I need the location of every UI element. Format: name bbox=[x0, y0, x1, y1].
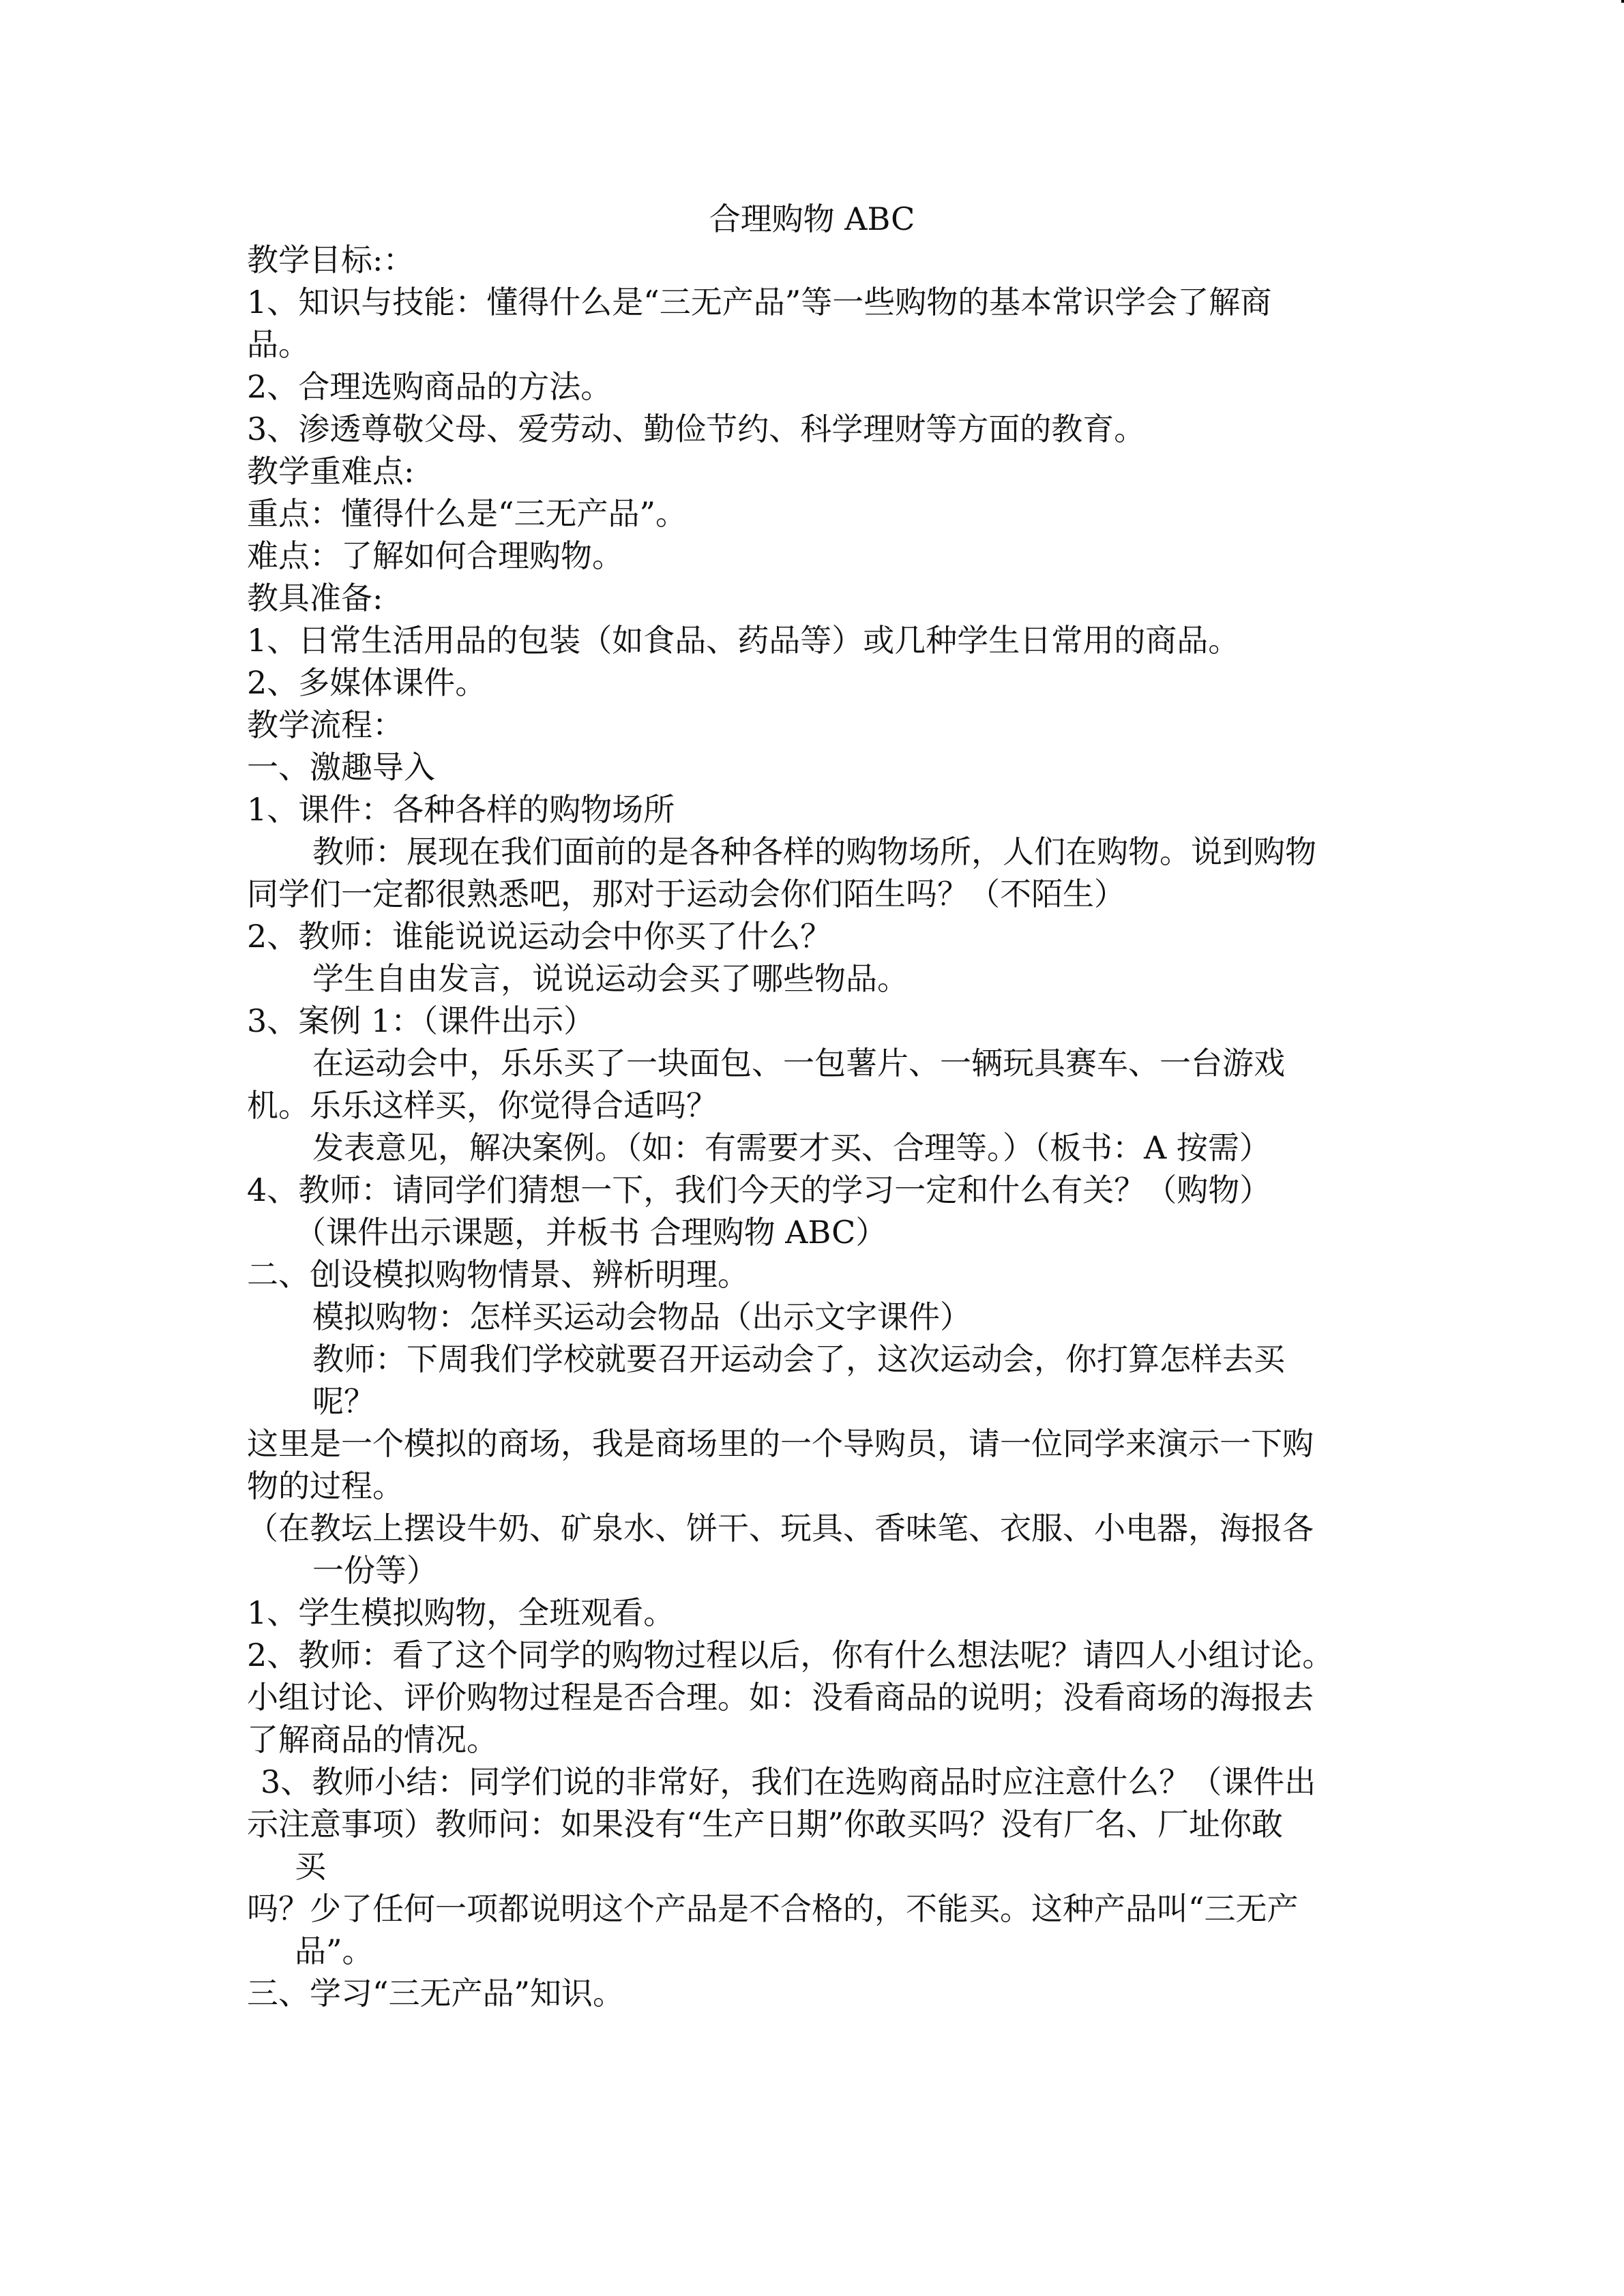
text-line: 呢？ bbox=[312, 1383, 375, 1420]
text-line: 2、教师：谁能说说运动会中你买了什么？ bbox=[247, 918, 832, 955]
text-line: 教学重难点: bbox=[247, 453, 415, 490]
text-line: 3、教师小结：同学们说的非常好，我们在选购商品时应注意什么？（课件出 bbox=[261, 1763, 1316, 1800]
text-line: 发表意见，解决案例。（如：有需要才买、合理等。）（板书：A 按需） bbox=[312, 1129, 1271, 1166]
text-line: 重点：懂得什么是“三无产品”。 bbox=[247, 495, 688, 532]
text-line: （在教坛上摆设牛奶、矿泉水、饼干、玩具、香味笔、衣服、小电器，海报各 bbox=[247, 1510, 1314, 1547]
text-line: 1、日常生活用品的包装（如食品、药品等）或几种学生日常用的商品。 bbox=[247, 622, 1240, 659]
text-line: 机。乐乐这样买，你觉得合适吗？ bbox=[247, 1087, 718, 1124]
text-line: 2、多媒体课件。 bbox=[247, 664, 487, 701]
text-line: 品”。 bbox=[295, 1933, 374, 1969]
text-line: 一份等） bbox=[312, 1552, 438, 1589]
text-line: 二、创设模拟购物情景、辨析明理。 bbox=[247, 1256, 749, 1293]
text-line: 示注意事项）教师问：如果没有“生产日期”你敢买吗？没有厂名、厂址你敢 bbox=[247, 1806, 1284, 1843]
text-line: 3、案例 1：（课件出示） bbox=[247, 1002, 595, 1039]
text-line: 品。 bbox=[247, 326, 310, 363]
text-line: 4、教师：请同学们猜想一下，我们今天的学习一定和什么有关？（购物） bbox=[247, 1172, 1271, 1208]
text-line: 买 bbox=[295, 1848, 326, 1885]
text-line: 在运动会中，乐乐买了一块面包、一包薯片、一辆玩具赛车、一台游戏 bbox=[312, 1045, 1285, 1082]
corner-mark bbox=[1621, 0, 1624, 3]
document-title: 合理购物 ABC bbox=[709, 200, 915, 237]
text-line: 吗？少了任何一项都说明这个产品是不合格的，不能买。这种产品叫“三无产 bbox=[247, 1890, 1299, 1927]
document-body bbox=[247, 239, 1372, 2014]
text-line: 教师：下周我们学校就要召开运动会了，这次运动会，你打算怎样去买 bbox=[312, 1341, 1285, 1377]
text-line: 2、合理选购商品的方法。 bbox=[247, 368, 612, 405]
text-line: 2、教师：看了这个同学的购物过程以后，你有什么想法呢？请四人小组讨论。 bbox=[247, 1637, 1334, 1673]
text-line: 1、知识与技能：懂得什么是“三无产品”等一些购物的基本常识学会了解商 bbox=[247, 284, 1272, 320]
text-line: 教具准备: bbox=[247, 580, 383, 616]
text-line: 物的过程。 bbox=[247, 1467, 404, 1504]
text-line: 学生自由发言，说说运动会买了哪些物品。 bbox=[312, 960, 909, 997]
text-line: 模拟购物：怎样买运动会物品（出示文字课件） bbox=[312, 1298, 971, 1335]
text-line: 小组讨论、评价购物过程是否合理。如：没看商品的说明；没看商场的海报去 bbox=[247, 1679, 1314, 1716]
text-line: 一、激趣导入 bbox=[247, 749, 435, 786]
text-line: 教师：展现在我们面前的是各种各样的购物场所，人们在购物。说到购物 bbox=[312, 833, 1316, 870]
text-line: 同学们一定都很熟悉吧，那对于运动会你们陌生吗？（不陌生） bbox=[247, 876, 1125, 912]
text-line: （课件出示课题，并板书 合理购物 ABC） bbox=[295, 1214, 887, 1251]
text-line: 了解商品的情况。 bbox=[247, 1721, 498, 1758]
text-line: 1、课件：各种各样的购物场所 bbox=[247, 791, 675, 828]
text-line: 难点：了解如何合理购物。 bbox=[247, 537, 623, 574]
text-line: 3、渗透尊敬父母、爱劳动、勤俭节约、科学理财等方面的教育。 bbox=[247, 411, 1146, 447]
text-line: 教学流程： bbox=[247, 706, 404, 743]
text-line: 1、学生模拟购物，全班观看。 bbox=[247, 1594, 675, 1631]
text-line: 三、学习“三无产品”知识。 bbox=[247, 1975, 625, 2012]
text-line: 这里是一个模拟的商场，我是商场里的一个导购员，请一位同学来演示一下购 bbox=[247, 1425, 1314, 1462]
text-line: 教学目标:： bbox=[247, 241, 415, 278]
